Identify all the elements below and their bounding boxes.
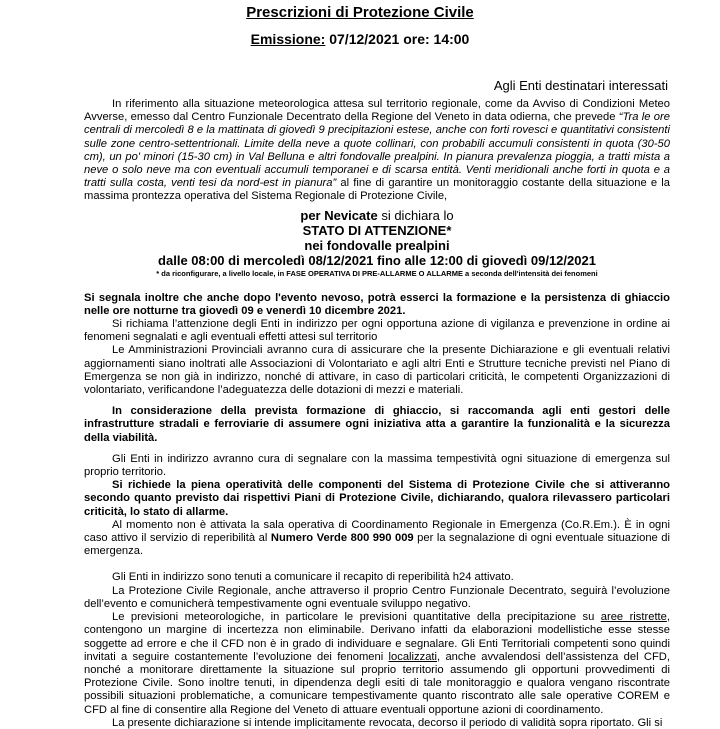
emission-label: Emissione: <box>250 31 326 47</box>
forecast-text-2: , contengono un margine di incertezza non eliminabile. Derivano infatti da elaborazioni modellistiche esse stesse soggette ad errore e che il CFD non è in grado di individuare e segnalare. Gli Enti Territoriali competenti sono quindi invitati a seguire costantemente l’evoluzione dei fenomeni <box>84 611 670 663</box>
cfd-paragraph: La Protezione Civile Regionale, anche attraverso il proprio Centro Funzionale Decentrato, seguirà l’evoluzione dell’evento e comunicherà tempestivamente ogni eventuale sviluppo negativo. <box>84 584 670 610</box>
emission-line <box>0 31 720 47</box>
forecast-text-3: , anche avvalendosi dell’assistenza del CFD, nonché a monitorare direttamente la situazione sul proprio territorio assumendo gli opportuni provvedimenti di Protezione Civile. Sono inoltre tenuti, in dipendenza degli esiti di tale monitoraggio e qualora vengano riscontrate possibili situazioni problematiche, a comunicare tempestivamente quanto riscontrato alle sale operative COREM e CFD al fine di consentire alla Regione del Veneto di attuare eventuali opportune azioni di coordinamento. <box>84 650 670 716</box>
emission-value: 07/12/2021 ore: 14:00 <box>329 31 470 47</box>
declaration-line-1 <box>84 208 670 223</box>
operational-paragraph: Si richiede la piena operatività delle componenti del Sistema di Protezione Civile che si attiveranno secondo quanto previsto dai rispettivi Piani di Protezione Civile, dichiarando, qualora rilevassero particolari criticità, lo stato di allarme. <box>84 479 670 518</box>
intro-tail: al fine di garantire un monitoraggio costante della situazione e la massima prontezza operativa del Sistema Regionale di Protezione Civile, <box>84 177 670 203</box>
forecast-underlined-2: localizzati <box>388 650 438 663</box>
forecast-quote: “Tra le ore centrali di mercoledì 8 e la mattinata di giovedì 9 precipitazioni estese, anche con forti rovesci e quantitativi consistenti sulle zone centro-settentrionali. Limite della neve a quote collinari, con probabili accumuli consistenti in quota (30-50 cm), un po' minori (15-30 cm) in Val Belluna e altri fondovalle prealpini. In pianura prevalenza pioggia, a tratti mista a neve o solo neve ma con eventuali accumuli temporanei e di scarsa entità. Venti meridionali anche forti in quota e a tratti sulla costa, venti tesi da nord-est in pianura” <box>84 111 670 190</box>
attention-paragraph: Si richiama l’attenzione degli Enti in indirizzo per ogni opportuna azione di vigilanza e prevenzione in ordine ai fenomeni segnalati e agli eventuali effetti attesi sul territorio <box>84 318 670 344</box>
corem-paragraph <box>84 519 670 559</box>
toll-free-number: Numero Verde 800 990 009 <box>270 532 414 545</box>
ice-roads-paragraph: In considerazione della prevista formazione di ghiaccio, si raccomanda agli enti gestori delle infrastrutture stradali e ferroviarie di assumere ogni iniziativa atta a garantire la funzionalità e la sicurezza della viabilità. <box>84 405 670 444</box>
declaration-verb: si dichiara lo <box>377 207 454 223</box>
declaration-area: nei fondovalle prealpini <box>304 237 450 253</box>
declaration-state: STATO DI ATTENZIONE* <box>302 222 452 238</box>
forecast-paragraph <box>84 611 670 717</box>
validity-paragraph: La presente dichiarazione si intende implicitamente revocata, decorso il periodo di validità sopra riportato. Gli si <box>112 716 663 729</box>
provinces-paragraph: Le Amministrazioni Provinciali avranno cura di assicurare che la presente Dichiarazione e gli eventuali relativi aggiornamenti siano inoltrati alle Associazioni di Volontariato e agli altri Enti e Strutture tecniche previsti nel Piano di Emergenza se non già in indirizzo, nonché di attivare, in caso di particolari criticità, le competenti Organizzazioni di volontariato, verificandone l’adeguatezza delle dotazioni di mezzi e materiali. <box>84 344 670 397</box>
document-title: Prescrizioni di Protezione Civile <box>246 4 474 21</box>
declaration-block <box>84 208 670 268</box>
forecast-underlined-1: aree ristrette <box>600 611 667 624</box>
recipients-line: Agli Enti destinatari interessati <box>493 78 668 93</box>
forecast-text-1: Le previsioni meteorologiche, in particolare le previsioni quantitative della precipitazione su <box>112 611 601 624</box>
document-body <box>84 98 670 729</box>
corem-text: Al momento non è attivata la sala operativa di Coordinamento Regionale in Emergenza (Co.R.Em.). È in ogni caso attivo il servizio di reperibilità al <box>84 518 670 545</box>
declaration-hazard: per Nevicate <box>300 207 378 223</box>
h24-paragraph: Gli Enti in indirizzo sono tenuti a comunicare il recapito di reperibilità h24 attivato. <box>112 571 514 584</box>
intro-text: In riferimento alla situazione meteorologica attesa sul territorio regionale, come da Avviso di Condizioni Meteo Avverse, emesso dal Centro Funzionale Decentrato della Regione del Veneto in data odierna, che prevede <box>84 98 670 124</box>
corem-tail: per la segnalazione di ogni eventuale situazione di emergenza. <box>84 532 670 558</box>
intro-paragraph <box>84 98 670 204</box>
declaration-footnote: * da riconfigurare, a livello locale, in FASE OPERATIVA DI PRE-ALLARME O ALLARME a seconda dell'intensità dei fenomeni <box>156 268 598 278</box>
report-paragraph: Gli Enti in indirizzo avranno cura di segnalare con la massima tempestività ogni situazione di emergenza sul proprio territorio. <box>84 452 670 479</box>
ice-warning-paragraph: Si segnala inoltre che anche dopo l'evento nevoso, potrà esserci la formazione e la persistenza di ghiaccio nelle ore notturne tra giovedì 09 e venerdì 10 dicembre 2021. <box>84 291 670 317</box>
declaration-period: dalle 08:00 di mercoledì 08/12/2021 fino alle 12:00 di giovedì 09/12/2021 <box>158 252 596 268</box>
